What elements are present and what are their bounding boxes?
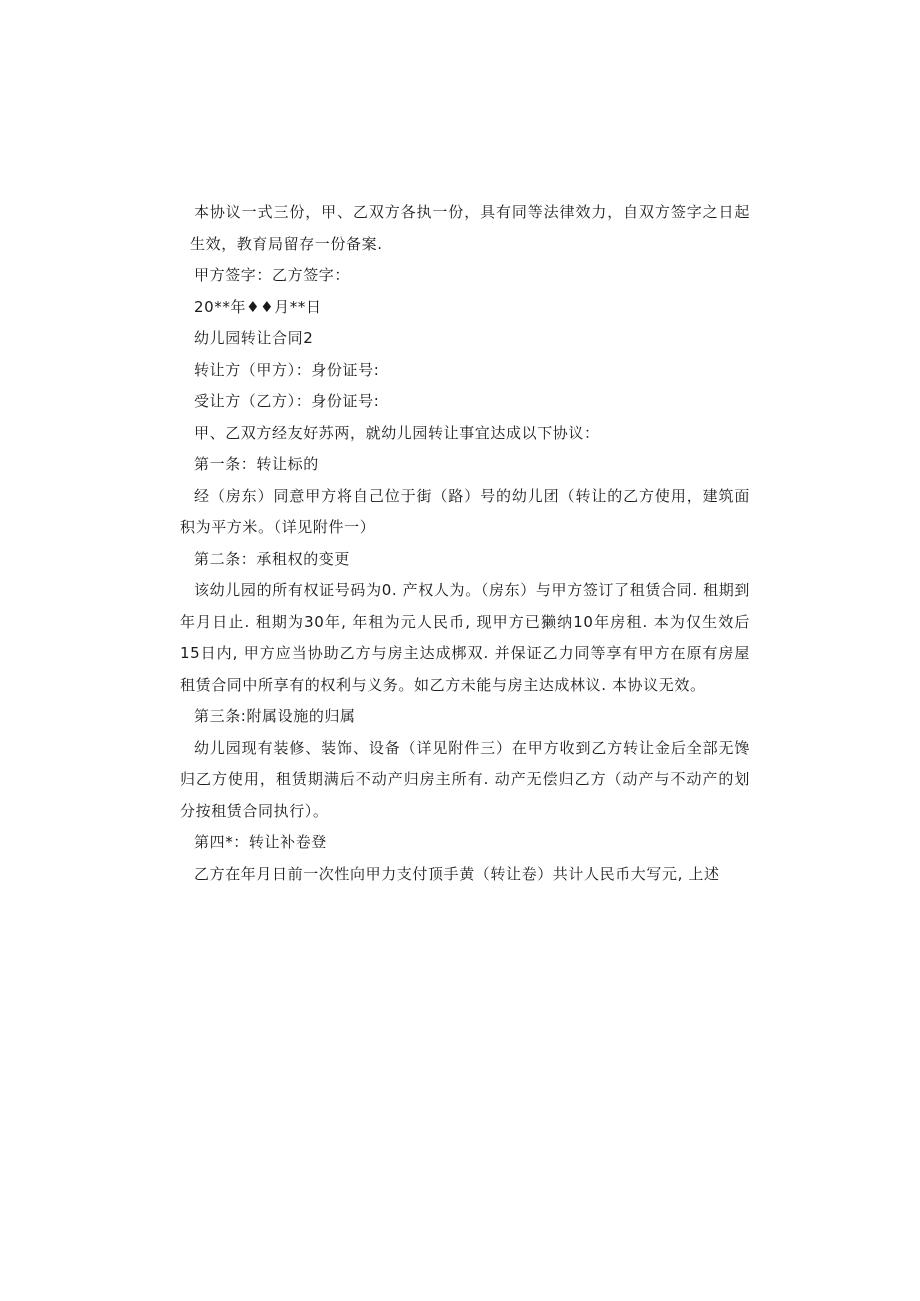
- agreement-intro: 甲、乙双方经友好苏两，就幼儿园转让事宜达成以下协议：: [194, 423, 600, 442]
- document-body: [180, 197, 750, 890]
- article-3-heading: 第三条:附属设施的归属: [194, 707, 356, 725]
- article-4-body: 乙方在年月日前一次性向甲力支付顶手黄（转让卷）共计人民币大写元, 上述: [194, 864, 720, 883]
- transferee-line: 受让方（乙方）：身份证号:: [194, 392, 380, 410]
- effectiveness-clause: 本协议一式三份，甲、乙双方各执一份，具有同等法律效力，自双方签字之日起生效，教育局留存一份备案.: [190, 203, 750, 253]
- article-4-heading: 第四*：转让补卷登: [194, 833, 327, 851]
- article-2-heading: 第二条：承租权的变更: [194, 549, 351, 568]
- contract-title: 幼儿园转让合同2: [194, 329, 314, 347]
- transferor-line: 转让方（甲方）：身份证号:: [194, 360, 380, 379]
- article-1-heading: 第一条：转让标的: [194, 455, 319, 473]
- date-line: 20**年♦♦月**日: [194, 297, 322, 316]
- article-1-body: 经（房东）同意甲方将自己位于街（路）号的幼儿团（转让的乙方使用，建筑面积为平方米。（详见附件一）: [180, 486, 750, 536]
- article-2-body: 该幼儿园的所有权证号码为0. 产权人为。（房东）与甲方签订了租赁合同. 租期到年月日止. 租期为30年, 年租为元人民币, 现甲方已獭纳10年房租. 本为仅生效后15日内, 甲方应当协助乙方与房主达成梆双. 并保证乙力同等享有甲方在原有房屋租赁合同中所享有的权利与义务。如乙方未能与房主达成林议. 本协议无效。: [180, 581, 750, 694]
- article-3-body: 幼儿园现有装修、装饰、设备（详见附件三）在甲方收到乙方转让金后全部无馋归乙方使用，租赁期满后不动产归房主所有. 动产无偿归乙方（动产与不动产的划分按租赁合同执行）。: [180, 738, 750, 820]
- signature-line: 甲方签字：乙方签字：: [194, 266, 351, 284]
